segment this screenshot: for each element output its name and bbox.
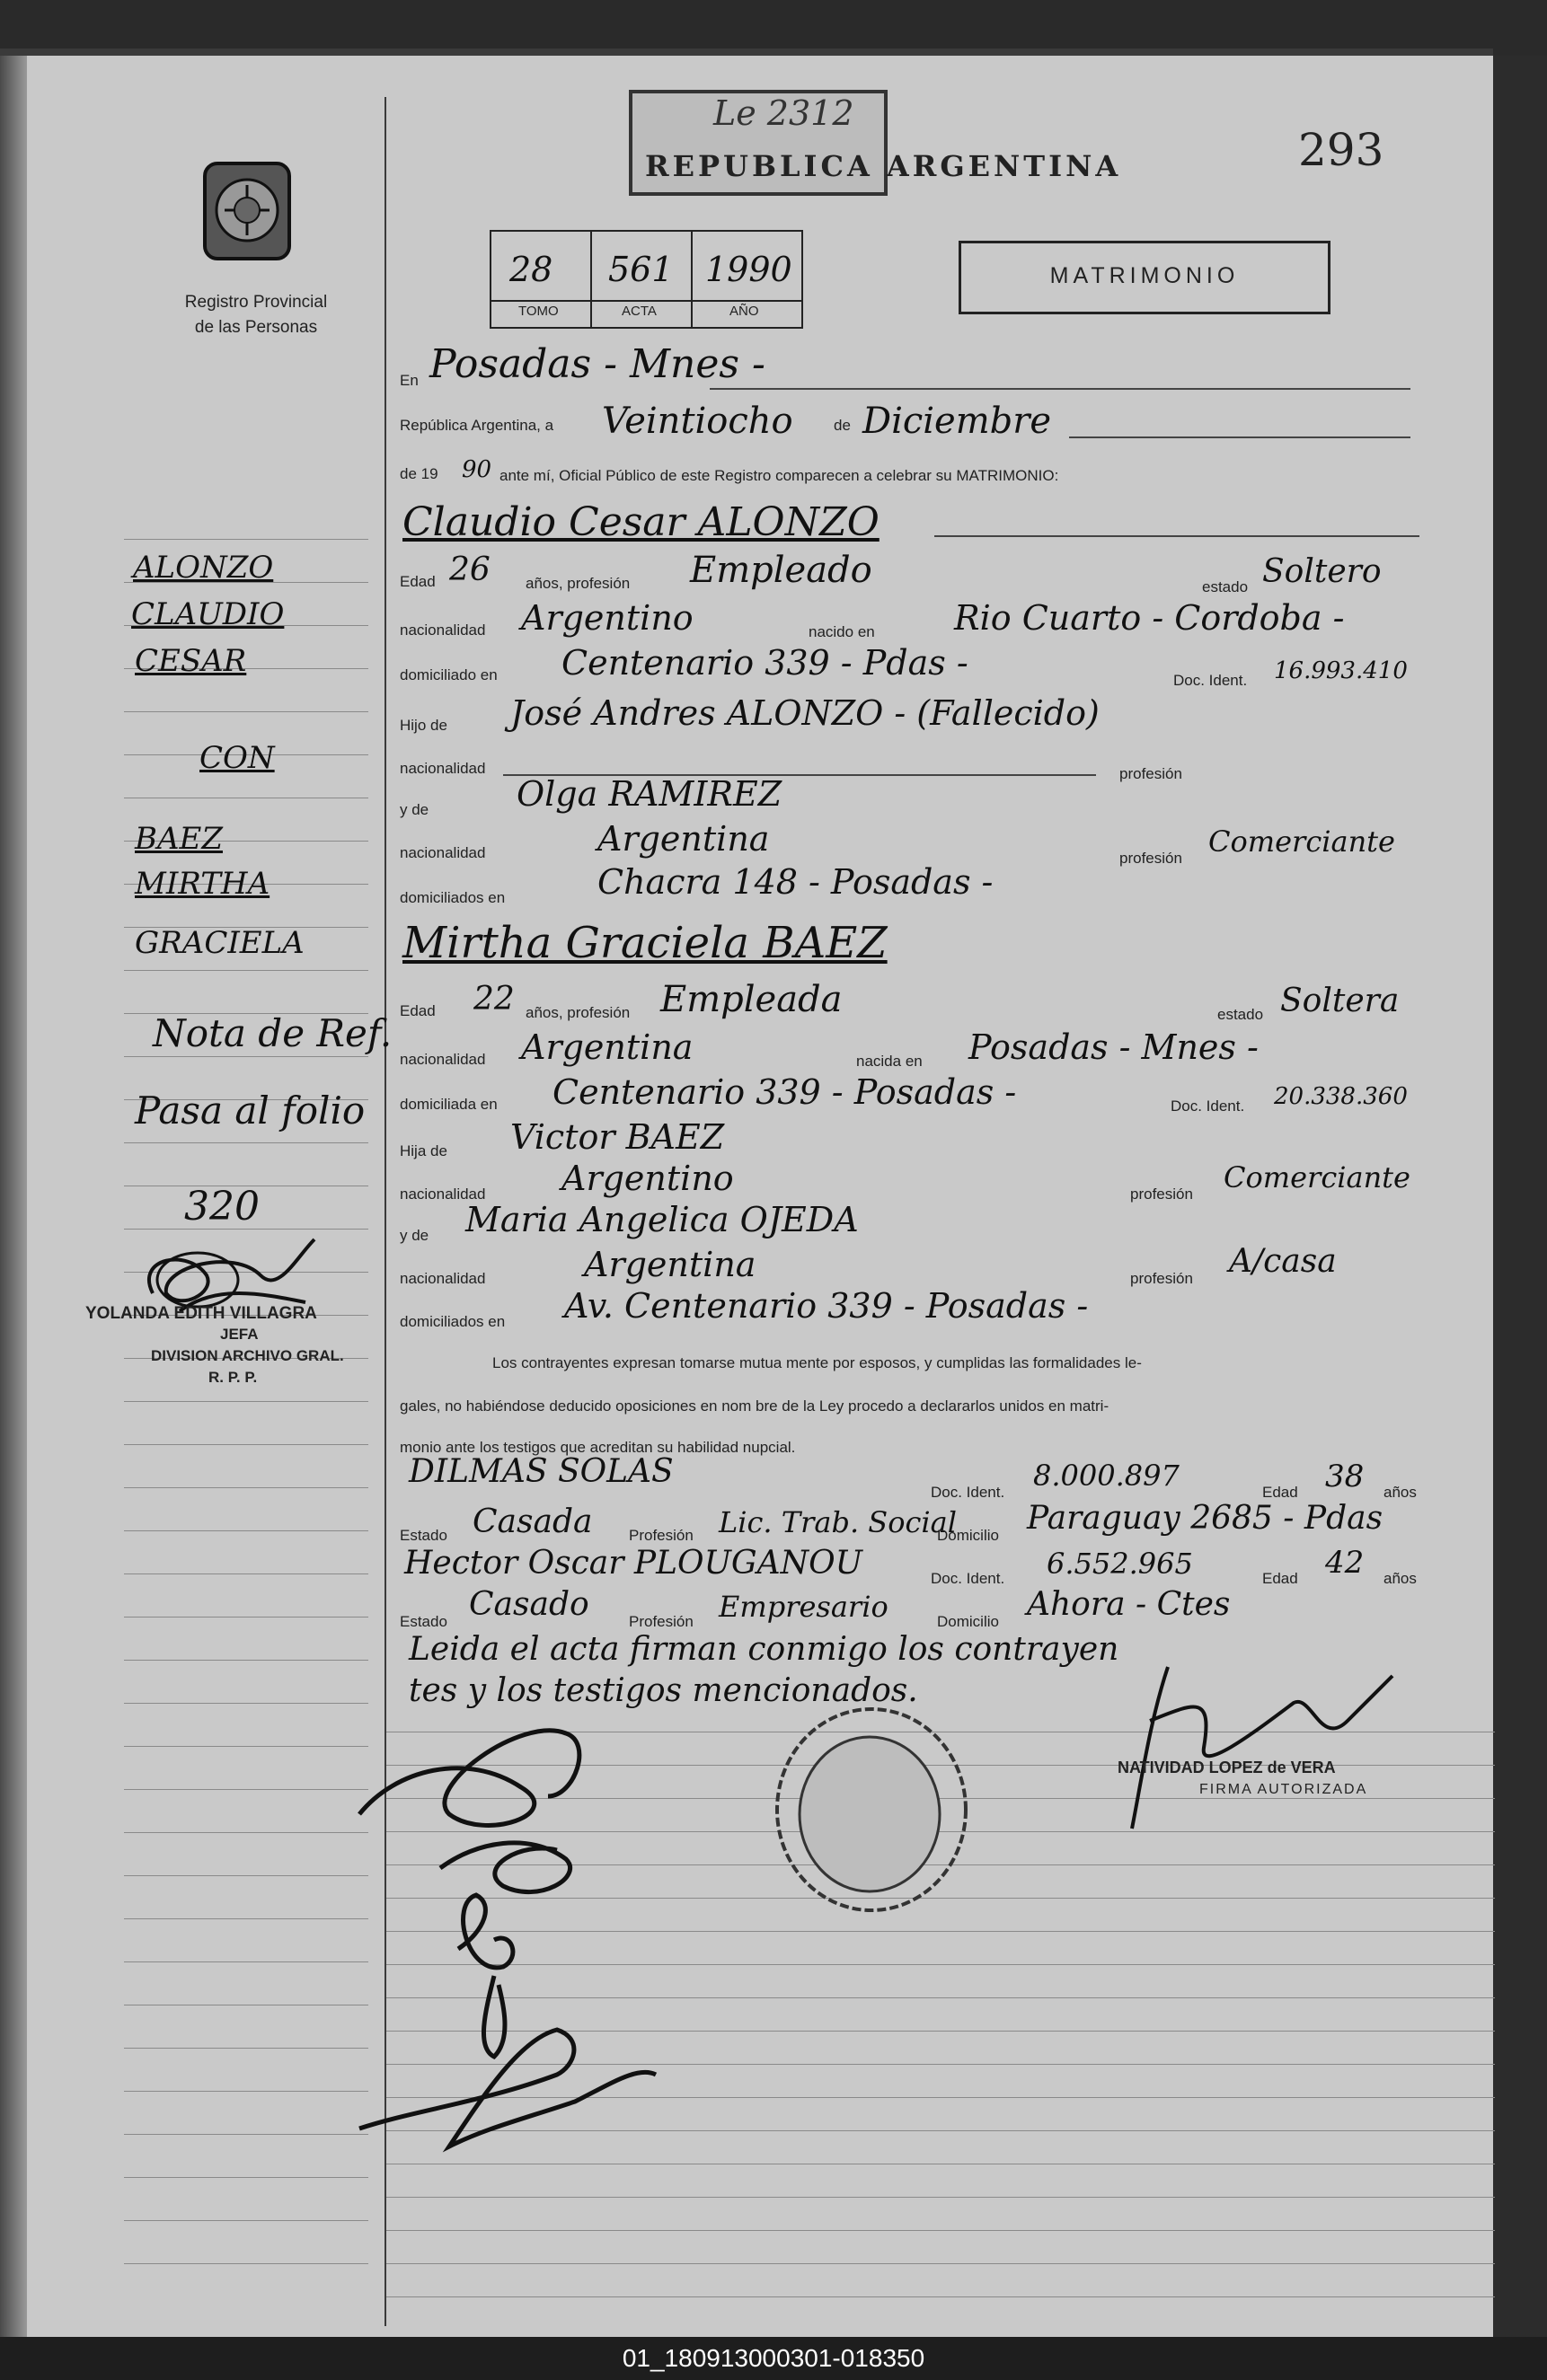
closing-line1: Leida el acta firman conmigo los contrayen (409, 1631, 1119, 1668)
party-signatures (341, 1679, 755, 2205)
label-prof-groom-mother: profesión (1119, 850, 1182, 867)
label-edad-w2: Edad (1262, 1570, 1298, 1587)
label-y-de-bride: y de (400, 1227, 429, 1244)
ruled-line (124, 1401, 368, 1402)
act-type: MATRIMONIO (1049, 263, 1240, 288)
label-anos-w1: años (1383, 1484, 1417, 1501)
label-prof-groom-father: profesión (1119, 765, 1182, 782)
label-doc-w2: Doc. Ident. (931, 1570, 1005, 1587)
label-nacido-en: nacido en (809, 623, 875, 640)
label-prof-w2: Profesión (629, 1613, 694, 1630)
bride-birthplace: Posadas - Mnes - (968, 1027, 1259, 1067)
ano-value: 1990 (705, 250, 792, 289)
witness1-profession: Lic. Trab. Social (719, 1505, 957, 1539)
label-estado-bride: estado (1217, 1006, 1264, 1023)
bride-father-nationality: Argentino (561, 1159, 734, 1198)
label-de19: de 19 (400, 465, 438, 482)
ruled-line (124, 2048, 368, 2049)
groom-profession: Empleado (690, 550, 872, 591)
groom-parents-address: Chacra 148 - Posadas - (597, 862, 994, 902)
ruled-line (124, 1961, 368, 1962)
label-en: En (400, 372, 419, 389)
paragraph-line1: Los contrayentes expresan tomarse mutua mente por esposos, y cumplidas las formalidades le- (492, 1354, 1142, 1371)
book-right-edge (1493, 56, 1547, 2337)
groom-nationality: Argentino (521, 598, 694, 638)
bride-father-profession: Comerciante (1224, 1160, 1410, 1194)
label-nacida-en: nacida en (856, 1053, 923, 1070)
signer-title: FIRMA AUTORIZADA (1199, 1782, 1368, 1797)
acta-label: ACTA (622, 304, 657, 319)
margin-firstname-groom: CLAUDIO (131, 596, 285, 632)
margin-official-org: R. P. P. (208, 1369, 258, 1386)
ruled-line (124, 539, 368, 540)
tomo-label: TOMO (518, 304, 559, 319)
witness1-address: Paraguay 2685 - Pdas (1027, 1500, 1383, 1537)
bride-parents-address: Av. Centenario 339 - Posadas - (564, 1286, 1089, 1326)
bride-profession: Empleada (660, 979, 843, 1020)
ruled-line (386, 2263, 1495, 2264)
ruled-line (124, 1746, 368, 1747)
label-doc-groom: Doc. Ident. (1173, 672, 1248, 689)
label-republica: República Argentina, a (400, 417, 554, 434)
ruled-line (124, 2220, 368, 2221)
label-anos-w2: años (1383, 1570, 1417, 1587)
groom-full-name: Claudio Cesar ALONZO (402, 499, 880, 545)
witness2-profession: Empresario (719, 1590, 888, 1624)
ruled-line (124, 1789, 368, 1790)
ruled-line (124, 1444, 368, 1445)
label-doms-groom-parents: domiciliados en (400, 889, 506, 906)
label-doms-bride-parents: domiciliados en (400, 1313, 506, 1330)
month-line (1069, 436, 1410, 438)
bride-mother-profession: A/casa (1229, 1243, 1337, 1280)
folio-number: 293 (1298, 124, 1384, 176)
margin-official-title: JEFA (220, 1326, 259, 1343)
margin-surname-bride: BAEZ (135, 821, 223, 857)
groom-father: José Andres ALONZO - (Fallecido) (510, 693, 1100, 733)
ruled-line (124, 1660, 368, 1661)
label-nac-groom-mother: nacionalidad (400, 844, 486, 861)
day-value: Veintiocho (602, 401, 793, 442)
label-nac-groom-father: nacionalidad (400, 760, 486, 777)
witness2-address: Ahora - Ctes (1027, 1586, 1231, 1623)
ruled-line (124, 711, 368, 712)
groom-marital-status: Soltero (1262, 553, 1382, 590)
label-anos-prof-bride: años, profesión (526, 1004, 631, 1021)
label-ante: ante mí, Oficial Público de este Registro comparecen a celebrar su MATRIMONIO: (499, 467, 1059, 484)
label-anos-prof-groom: años, profesión (526, 575, 631, 592)
margin-note-pasa: Pasa al folio (135, 1089, 366, 1133)
signer-name: NATIVIDAD LOPEZ de VERA (1118, 1759, 1336, 1776)
label-edad-bride: Edad (400, 1002, 436, 1019)
margin-middlename-groom: CESAR (135, 643, 247, 679)
label-dom-w2: Domicilio (937, 1613, 999, 1630)
bride-mother-nationality: Argentina (584, 1245, 756, 1284)
ruled-line (386, 2296, 1495, 2297)
witness2-name: Hector Oscar PLOUGANOU (404, 1545, 863, 1582)
stamp-text: Le 2312 (713, 93, 854, 133)
registry-name-line2: de las Personas (194, 318, 318, 337)
label-edad-groom: Edad (400, 573, 436, 590)
bride-full-name: Mirtha Graciela BAEZ (402, 918, 888, 968)
ano-label: AÑO (729, 304, 759, 319)
ruled-line (124, 1832, 368, 1833)
place-line (710, 388, 1410, 390)
ruled-line (124, 1617, 368, 1618)
groom-mother-nationality: Argentina (597, 819, 770, 859)
country-title: REPUBLICA ARGENTINA (645, 149, 1122, 183)
paragraph-line2: gales, no habiéndose deducido oposiciones en nom bre de la Ley procedo a declararlos unidos en matri- (400, 1397, 1109, 1415)
month-value: Diciembre (862, 401, 1052, 442)
groom-name-line (934, 535, 1419, 537)
registry-name: Registro Provincial (184, 293, 328, 312)
book-binding (0, 56, 27, 2337)
witness1-age: 38 (1325, 1459, 1365, 1494)
bride-address: Centenario 339 - Posadas - (552, 1072, 1017, 1112)
margin-surname-groom: ALONZO (133, 550, 274, 586)
margin-official-division: DIVISION ARCHIVO GRAL. (151, 1347, 344, 1364)
ruled-line (124, 1142, 368, 1143)
ruled-line (124, 1703, 368, 1704)
ruled-line (124, 2177, 368, 2178)
label-estado-groom: estado (1202, 578, 1249, 595)
margin-middlename-bride: GRACIELA (135, 925, 305, 961)
groom-mother: Olga RAMIREZ (517, 774, 782, 814)
label-nac-bride-mother: nacionalidad (400, 1270, 486, 1287)
witness2-age: 42 (1325, 1545, 1365, 1581)
groom-birthplace: Rio Cuarto - Cordoba - (954, 598, 1345, 638)
label-nac-bride: nacionalidad (400, 1051, 486, 1068)
bride-age: 22 (473, 981, 515, 1018)
place-value: Posadas - Mnes - (429, 341, 765, 387)
witness2-document: 6.552.965 (1047, 1547, 1193, 1581)
witness1-document: 8.000.897 (1033, 1459, 1180, 1493)
groom-address: Centenario 339 - Pdas - (561, 643, 968, 683)
acta-value: 561 (608, 250, 674, 289)
label-dom-bride: domiciliada en (400, 1096, 498, 1113)
label-de: de (834, 417, 851, 434)
ruled-line (124, 1487, 368, 1488)
paragraph-line3: monio ante los testigos que acreditan su habilidad nupcial. (400, 1439, 796, 1456)
year-value: 90 (462, 456, 492, 483)
bride-marital-status: Soltera (1280, 983, 1400, 1019)
label-nac-groom: nacionalidad (400, 621, 486, 639)
label-hija-de: Hija de (400, 1142, 447, 1159)
record-number-box (490, 230, 803, 329)
ruled-line (386, 2230, 1495, 2231)
witness1-marital-status: Casada (473, 1503, 593, 1540)
ruled-line (124, 2263, 368, 2264)
witness2-marital-status: Casado (469, 1586, 589, 1623)
label-doc-w1: Doc. Ident. (931, 1484, 1005, 1501)
bride-document: 20.338.360 (1274, 1083, 1408, 1110)
ruled-line (124, 1530, 368, 1531)
witness1-name: DILMAS SOLAS (409, 1453, 674, 1490)
label-edad-w1: Edad (1262, 1484, 1298, 1501)
ruled-line (124, 970, 368, 971)
margin-firstname-bride: MIRTHA (135, 866, 270, 902)
label-estado-w2: Estado (400, 1613, 447, 1630)
label-dom-groom: domiciliado en (400, 666, 498, 683)
official-round-seal-icon (764, 1697, 979, 1926)
label-hijo-de: Hijo de (400, 717, 447, 734)
groom-mother-profession: Comerciante (1208, 824, 1395, 859)
footer-id: 01_180913000301-018350 (0, 2337, 1547, 2380)
bride-mother: Maria Angelica OJEDA (465, 1200, 859, 1239)
closing-line2: tes y los testigos mencionados. (409, 1672, 918, 1709)
ruled-line (124, 1918, 368, 1919)
label-nac-bride-father: nacionalidad (400, 1186, 486, 1203)
margin-con: CON (199, 740, 275, 776)
ruled-line (124, 1056, 368, 1057)
provincial-seal-icon (198, 158, 296, 266)
label-doc-bride: Doc. Ident. (1171, 1097, 1245, 1115)
bride-nationality: Argentina (521, 1027, 694, 1067)
bride-father: Victor BAEZ (510, 1117, 725, 1157)
act-type-box (959, 241, 1330, 314)
ruled-line (124, 1875, 368, 1876)
label-estado-w1: Estado (400, 1527, 447, 1544)
label-prof-w1: Profesión (629, 1527, 694, 1544)
authorized-signature (1114, 1649, 1410, 1851)
margin-note-folio: 320 (184, 1184, 260, 1230)
tomo-value: 28 (509, 250, 553, 289)
ruled-line (124, 1573, 368, 1574)
ruled-line (124, 2091, 368, 2092)
margin-official-name: YOLANDA EDITH VILLAGRA (85, 1304, 317, 1323)
ruled-line (124, 2134, 368, 2135)
label-prof-bride-mother: profesión (1130, 1270, 1193, 1287)
groom-age: 26 (449, 551, 491, 588)
groom-document: 16.993.410 (1274, 657, 1408, 684)
label-dom-w1: Domicilio (937, 1527, 999, 1544)
label-prof-bride-father: profesión (1130, 1186, 1193, 1203)
label-y-de-groom: y de (400, 801, 429, 818)
margin-note-ref: Nota de Ref. (153, 1011, 393, 1055)
